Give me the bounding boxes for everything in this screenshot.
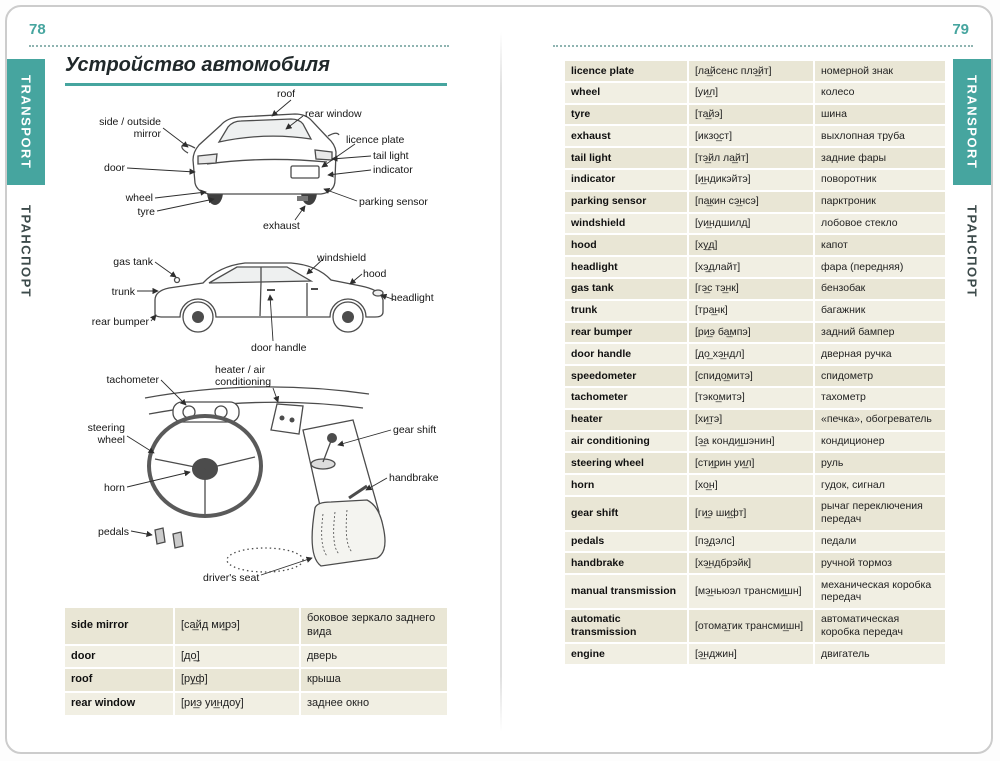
table-cell-translation: педали [815,532,945,552]
table-cell-translation: заднее окно [301,693,447,715]
table-row [565,214,945,234]
table-cell-term: tachometer [565,388,687,408]
table-cell-translation: дверная ручка [815,344,945,364]
table-cell-term: pedals [565,532,687,552]
table-cell-transcription: [па̲кин сэ̲нсэ] [689,192,813,212]
chapter-tab-left [7,59,45,311]
table-cell-translation: фара (передняя) [815,257,945,277]
table-row [565,475,945,495]
table-cell-translation: бензобак [815,279,945,299]
diagram-label-door-handle: door handle [251,342,307,354]
table-cell-term: door [65,646,173,668]
table-row [565,235,945,255]
chapter-tab-label-ru: ТРАНСПОРТ [18,205,34,299]
table-row [565,532,945,552]
table-cell-translation: колесо [815,83,945,103]
table-cell-translation: поворотник [815,170,945,190]
table-cell-term: tyre [565,105,687,125]
table-row [565,388,945,408]
table-cell-translation: боковое зеркало заднего вида [301,608,447,644]
diagram-label-tail-light: tail light [373,150,409,162]
table-cell-transcription: [ла̲йсенс плэ̲йт] [689,61,813,81]
table-cell-term: rear window [65,693,173,715]
table-cell-transcription: [отома̲тик трансми̲шн] [689,610,813,643]
table-row [565,432,945,452]
table-row [565,453,945,473]
dotted-rule-right [553,45,973,47]
table-cell-transcription: [хо̲н] [689,475,813,495]
page-number-right: 79 [952,21,969,38]
diagram-label-tachometer: tachometer [106,374,159,386]
table-row [565,575,945,608]
vocab-table-left [65,608,447,715]
table-cell-term: windshield [565,214,687,234]
table-row [565,105,945,125]
car-interior-view [145,387,385,572]
table-row [65,669,447,691]
table-cell-translation: лобовое стекло [815,214,945,234]
diagram-label-side-mirror: side / outside mirror [99,116,161,141]
table-cell-term: exhaust [565,126,687,146]
table-cell-term: tail light [565,148,687,168]
car-rear-view [182,114,339,205]
diagram-label-horn: horn [103,482,125,494]
table-cell-term: licence plate [565,61,687,81]
table-cell-transcription: [и̲ндикэйтэ] [689,170,813,190]
table-cell-transcription: [хэ̲длайт] [689,257,813,277]
table-cell-translation: механическая коробка передач [815,575,945,608]
table-cell-transcription: [икзо̲ст] [689,126,813,146]
table-cell-translation: спидометр [815,366,945,386]
table-row [565,323,945,343]
vocab-table-right [565,61,945,664]
table-cell-term: roof [65,669,173,691]
table-row [565,553,945,573]
table-cell-translation: задние фары [815,148,945,168]
table-cell-term: gas tank [565,279,687,299]
table-row [565,610,945,643]
table-cell-translation: крыша [301,669,447,691]
table-cell-term: hood [565,235,687,255]
chapter-tab-label-en: TRANSPORT [953,59,991,185]
table-cell-transcription: [гэ̲с тэ̲нк] [689,279,813,299]
table-cell-transcription: [до̲ хэ̲ндл] [689,344,813,364]
table-cell-transcription: [уи̲ндшилд] [689,214,813,234]
chapter-tab-label-ru: ТРАНСПОРТ [964,205,980,299]
table-cell-transcription: [хи̲тэ] [689,410,813,430]
table-cell-transcription: [са̲йд ми̲рэ] [175,608,299,644]
table-cell-transcription: [ги̲э ши̲фт] [689,497,813,530]
table-row [65,646,447,668]
table-cell-term: gear shift [565,497,687,530]
table-cell-term: steering wheel [565,453,687,473]
table-cell-term: manual transmission [565,575,687,608]
table-cell-term: wheel [565,83,687,103]
diagram-label-heater-air-conditioning: heater / air conditioning [215,364,272,389]
table-row [565,301,945,321]
table-row [565,61,945,81]
table-cell-transcription: [ри̲э ба̲мпэ] [689,323,813,343]
table-cell-translation: задний бампер [815,323,945,343]
table-row [565,126,945,146]
table-row [565,170,945,190]
table-cell-translation: номерной знак [815,61,945,81]
table-row [65,693,447,715]
table-cell-translation: двигатель [815,644,945,664]
diagram-label-parking-sensor: parking sensor [359,196,428,208]
table-cell-translation: «печка», обогреватель [815,410,945,430]
table-cell-transcription: [пэ̲дэлс] [689,532,813,552]
table-row [565,83,945,103]
table-cell-translation: дверь [301,646,447,668]
diagram-label-trunk: trunk [111,286,135,298]
table-cell-transcription: [ру̲ф] [175,669,299,691]
table-cell-transcription: [хэ̲ндбрэйк] [689,553,813,573]
table-cell-transcription: [та̲йэ] [689,105,813,125]
table-cell-transcription: [тэко̲митэ] [689,388,813,408]
table-cell-term: side mirror [65,608,173,644]
diagram-label-hood: hood [363,268,387,280]
diagram-label-headlight: headlight [391,292,434,304]
page-title: Устройство автомобиля [65,53,447,86]
car-diagram-panel [65,88,447,600]
diagram-label-pedals: pedals [98,526,129,538]
table-cell-term: indicator [565,170,687,190]
table-cell-translation: руль [815,453,945,473]
table-cell-term: rear bumper [565,323,687,343]
diagram-label-exhaust: exhaust [263,220,300,232]
page-gutter [500,32,502,732]
table-cell-transcription: [ри̲э уи̲ндоу] [175,693,299,715]
table-cell-transcription: [до̲] [175,646,299,668]
diagram-label-steering-wheel: steering wheel [87,422,125,447]
diagram-label-rear-window: rear window [305,108,362,120]
table-cell-term: engine [565,644,687,664]
table-cell-translation: ручной тормоз [815,553,945,573]
table-row [565,148,945,168]
diagram-label-wheel: wheel [125,192,153,204]
table-cell-term: automatic transmission [565,610,687,643]
table-row [565,192,945,212]
table-cell-term: heater [565,410,687,430]
table-cell-term: handbrake [565,553,687,573]
table-cell-term: headlight [565,257,687,277]
diagram-label-gas-tank: gas tank [113,256,153,268]
diagram-label-licence-plate: licence plate [346,134,405,146]
diagram-label-rear-bumper: rear bumper [91,316,149,328]
right-page-content [565,61,945,666]
table-cell-transcription: [сти̲рин уи̲л] [689,453,813,473]
table-row [565,257,945,277]
table-cell-translation: гудок, сигнал [815,475,945,495]
table-cell-term: speedometer [565,366,687,386]
table-cell-term: horn [565,475,687,495]
table-row [565,279,945,299]
table-cell-transcription: [э̲а конди̲шэнин] [689,432,813,452]
table-row [565,366,945,386]
table-cell-translation: выхлопная труба [815,126,945,146]
diagram-label-roof: roof [277,88,296,100]
book-spread [5,5,993,754]
table-cell-term: air conditioning [565,432,687,452]
table-cell-translation: кондиционер [815,432,945,452]
diagram-label-windshield: windshield [317,252,367,264]
table-row [565,644,945,664]
chapter-tab-label-en: TRANSPORT [7,59,45,185]
table-cell-transcription: [ху̲д] [689,235,813,255]
table-cell-translation: парктроник [815,192,945,212]
table-cell-term: door handle [565,344,687,364]
diagram-label-gear-shift: gear shift [393,424,437,436]
table-cell-transcription: [мэ̲ньюэл трансми̲шн] [689,575,813,608]
diagram-label-drivers-seat: driver's seat [203,572,260,584]
table-cell-translation: багажник [815,301,945,321]
left-page-content [65,53,447,717]
table-row [565,497,945,530]
diagram-label-handbrake: handbrake [389,472,439,484]
table-row [565,344,945,364]
diagram-label-indicator: indicator [373,164,413,176]
table-cell-transcription: [э̲нджин] [689,644,813,664]
page-number-left: 78 [29,21,46,38]
dotted-rule-left [29,45,449,47]
table-cell-translation: рычаг переключения передач [815,497,945,530]
table-cell-translation: шина [815,105,945,125]
table-cell-transcription: [спидо̲митэ] [689,366,813,386]
chapter-tab-right [953,59,991,311]
table-row [65,608,447,644]
table-cell-transcription: [тэ̲йл ла̲йт] [689,148,813,168]
table-cell-translation: капот [815,235,945,255]
table-cell-transcription: [тра̲нк] [689,301,813,321]
diagram-label-door: door [103,162,125,174]
table-cell-term: trunk [565,301,687,321]
table-row [565,410,945,430]
diagram-label-tyre: tyre [137,206,155,218]
table-cell-translation: автоматическая коробка передач [815,610,945,643]
car-side-view [155,263,383,332]
table-cell-transcription: [уи̲л] [689,83,813,103]
table-cell-translation: тахометр [815,388,945,408]
table-cell-term: parking sensor [565,192,687,212]
